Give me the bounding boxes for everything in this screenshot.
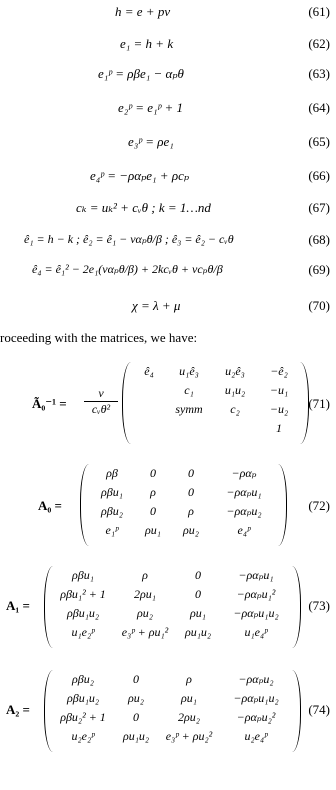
- matrix-73-cell: ρβu₁: [72, 568, 94, 582]
- matrix-74-cell: e₃ᵖ + ρu₂²: [165, 729, 213, 743]
- matrix-73-cell: −ραₚu₁u₂: [233, 606, 279, 620]
- matrix-73-name: A₁ =: [6, 598, 30, 613]
- matrix-73-cell: u₁e₄ᵖ: [244, 625, 268, 639]
- matrix-73-cell: 0: [195, 568, 201, 582]
- matrix-71-cell: −u₂: [269, 402, 289, 416]
- matrix-74-cell: ρu₂: [128, 691, 144, 705]
- matrix-72-number: (72): [308, 498, 330, 513]
- matrix-73-right-paren: [292, 566, 301, 648]
- matrix-74-cell: 0: [133, 672, 139, 686]
- matrix-74-cell: −ραₚu₁u₂: [233, 691, 279, 705]
- matrix-71-prefactor-den: cᵥθ²: [84, 401, 118, 417]
- matrix-71-cell: c₁: [184, 383, 194, 397]
- matrix-72-body: [90, 466, 280, 538]
- matrix-72-name: A₀ =: [38, 498, 62, 513]
- matrix-74-cell: u₂e₂ᵖ: [71, 729, 95, 743]
- matrix-72-cell: 0: [150, 466, 156, 480]
- equation-65-body: e₃ᵖ = ρe₁: [128, 134, 174, 149]
- matrix-71-left-paren: [122, 362, 131, 444]
- matrix-74-right-paren: [292, 670, 301, 752]
- matrix-71-prefactor: [84, 386, 118, 417]
- matrix-71-name: Ã₀⁻¹ =: [32, 396, 67, 411]
- matrix-71-number: (71): [308, 396, 330, 411]
- matrix-72-cell: ρ: [150, 485, 156, 499]
- matrix-71-cell: u₁u₂: [224, 383, 246, 397]
- equation-66-number: (66): [308, 168, 330, 183]
- equation-69-body: ê₄ = ê₁² − 2e₁(ναₚθ/β) + 2kcᵥθ + νcₚθ/β: [32, 262, 223, 276]
- equation-68-body: ê₁ = h − k ; ê₂ = ê₁ − ναₚθ/β ; ê₃ = ê₂ − cᵥθ: [24, 232, 234, 246]
- matrix-71-cell: 1: [276, 421, 282, 435]
- equation-67-number: (67): [308, 200, 330, 215]
- equation-64-number: (64): [308, 100, 330, 115]
- matrix-72-cell: 0: [150, 504, 156, 518]
- matrix-73-cell: 0: [195, 587, 201, 601]
- matrix-72-cell: ρβu₁: [101, 485, 123, 499]
- matrix-71-cell: u₁ê₃: [179, 364, 199, 378]
- matrix-72-cell: −ραₚ: [231, 466, 257, 480]
- body-paragraph: roceeding with the matrices, we have:: [0, 330, 198, 345]
- equation-70-body: χ = λ + μ: [132, 298, 181, 313]
- matrix-71-cell: [132, 383, 166, 398]
- matrix-74-cell: ρβu₂: [72, 672, 94, 686]
- matrix-72-cell: ρβu₂: [101, 504, 123, 518]
- equation-62-number: (62): [308, 36, 330, 51]
- matrix-71-cell: ê₄: [144, 364, 154, 378]
- matrix-73-cell: ρβu₁² + 1: [60, 587, 106, 601]
- matrix-73-cell: ρu₂: [137, 606, 153, 620]
- matrix-74-cell: u₂e₄ᵖ: [244, 729, 268, 743]
- matrix-72-cell: ρ: [188, 504, 194, 518]
- matrix-71-cell: [132, 421, 166, 436]
- matrix-72-cell: 0: [188, 485, 194, 499]
- matrix-73-cell: −ραₚu₁: [238, 568, 274, 582]
- matrix-73-body: [52, 568, 292, 640]
- matrix-71-cell: −u₁: [269, 383, 289, 397]
- matrix-74-cell: 0: [133, 710, 139, 724]
- matrix-74-cell: −ραₚu₂²: [236, 710, 276, 724]
- equation-64-body: e₂ᵖ = e₁ᵖ + 1: [118, 100, 183, 115]
- matrix-73-cell: −ραₚu₁²: [236, 587, 276, 601]
- matrix-72-cell: 0: [188, 466, 194, 480]
- matrix-74-cell: ρu₁: [181, 691, 197, 705]
- equation-63-number: (63): [308, 66, 330, 81]
- equation-62-body: e₁ = h + k: [120, 36, 174, 51]
- matrix-72-left-paren: [80, 464, 89, 546]
- matrix-73-cell: 2ρu₁: [134, 587, 156, 601]
- matrix-74-cell: ρu₁u₂: [122, 729, 150, 743]
- matrix-74-body: [52, 672, 292, 744]
- matrix-74-cell: 2ρu₂: [178, 710, 200, 724]
- matrix-71-cell: [212, 421, 258, 436]
- matrix-72-cell: e₄ᵖ: [237, 523, 251, 537]
- matrix-72-cell: ρu₁: [145, 523, 161, 537]
- equation-70-number: (70): [308, 298, 330, 313]
- equation-69-number: (69): [308, 262, 330, 277]
- equation-67-body: cₖ = uₖ² + cᵥθ ; k = 1…nd: [76, 200, 211, 215]
- matrix-72-cell: e₁ᵖ: [105, 523, 119, 537]
- matrix-74-number: (74): [308, 702, 330, 717]
- matrix-71-cell: [132, 402, 166, 417]
- equation-61-number: (61): [308, 4, 330, 19]
- matrix-74-cell: ρβu₁u₂: [66, 691, 100, 705]
- matrix-73-cell: ρ: [142, 568, 148, 582]
- matrix-72-cell: ρu₂: [183, 523, 199, 537]
- matrix-71-cell: symm: [175, 402, 203, 416]
- matrix-73-cell: ρu₁: [190, 606, 206, 620]
- matrix-74-cell: ρ: [186, 672, 192, 686]
- matrix-71-cell: c₂: [230, 402, 240, 416]
- matrix-73-number: (73): [308, 598, 330, 613]
- matrix-71-cell: [166, 421, 212, 436]
- matrix-73-cell: ρu₁u₂: [184, 625, 212, 639]
- matrix-72-right-paren: [278, 464, 287, 546]
- matrix-71-cell: −ê₂: [270, 364, 288, 378]
- equation-63-body: e₁ᵖ = ρβe₁ − αₚθ: [98, 66, 184, 81]
- matrix-73-cell: e₃ᵖ + ρu₁²: [121, 625, 169, 639]
- matrix-73-cell: ρβu₁u₂: [66, 606, 100, 620]
- matrix-72-cell: −ραₚu₂: [226, 504, 262, 518]
- equation-66-body: e₄ᵖ = −ραₚe₁ + ρcₚ: [90, 168, 190, 183]
- matrix-73-cell: u₁e₂ᵖ: [71, 625, 95, 639]
- matrix-74-cell: ρβu₂² + 1: [60, 710, 106, 724]
- matrix-71-prefactor-num: ν: [98, 386, 104, 400]
- matrix-71-body: [132, 364, 300, 436]
- matrix-72-cell: ρβ: [106, 466, 118, 480]
- matrix-71-cell: u₂ê₃: [225, 364, 245, 378]
- equation-68-number: (68): [308, 232, 330, 247]
- equation-65-number: (65): [308, 134, 330, 149]
- matrix-74-cell: −ραₚu₂: [238, 672, 274, 686]
- matrix-74-name: A₂ =: [6, 702, 30, 717]
- matrix-72-cell: −ραₚu₁: [226, 485, 262, 499]
- equation-61-body: h = e + pv: [115, 4, 171, 19]
